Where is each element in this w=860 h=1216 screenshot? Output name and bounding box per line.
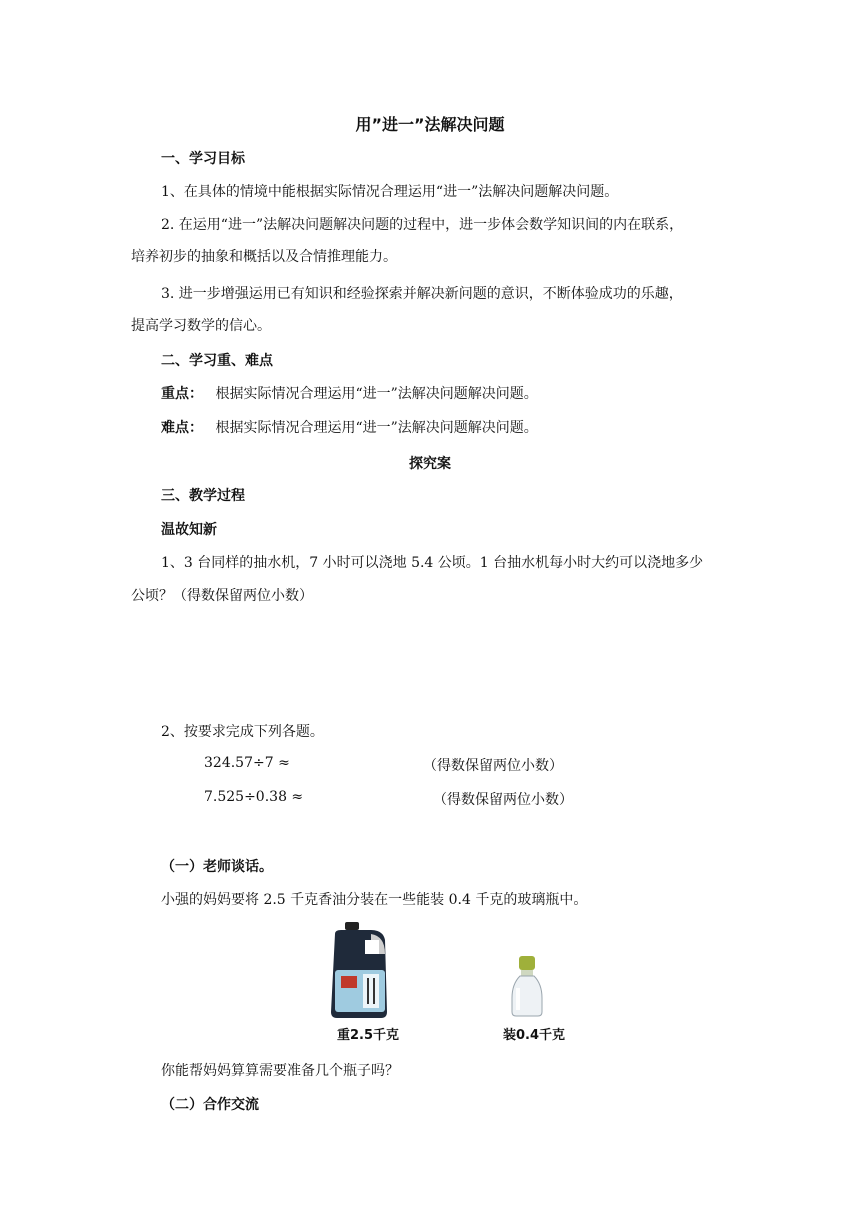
goal-3-line-2: 提高学习数学的信心。 — [131, 318, 271, 334]
oil-jug-image — [327, 920, 391, 1020]
goal-2-line-1: 2. 在运用“进一”法解决问题解决问题的过程中，进一步体会数学知识间的内在联系， — [161, 217, 684, 233]
part-1-heading: （一）老师谈话。 — [161, 859, 273, 875]
goal-3-line-1: 3. 进一步增强运用已有知识和经验探索并解决新问题的意识，不断体验成功的乐趣， — [161, 286, 683, 302]
oil-jug-caption: 重2.5千克 — [337, 1028, 400, 1043]
part-2-heading: （二）合作交流 — [161, 1097, 259, 1113]
question-2: 2、按要求完成下列各题。 — [161, 724, 324, 740]
exercise-1: 324.57÷7 ≈ — [204, 755, 290, 771]
explore-heading: 探究案 — [409, 456, 451, 472]
question-1-line-2: 公顷？（得数保留两位小数） — [131, 588, 313, 604]
section-heading-goals: 一、学习目标 — [161, 151, 245, 167]
key-point-text: 根据实际情况合理运用“进一”法解决问题解决问题。 — [215, 386, 538, 402]
part-1-question: 你能帮妈妈算算需要准备几个瓶子吗？ — [161, 1063, 399, 1079]
review-heading: 温故知新 — [161, 522, 217, 538]
exercise-1-note: （得数保留两位小数） — [423, 758, 563, 774]
difficulty-label: 难点： — [161, 420, 203, 436]
exercise-2-note: （得数保留两位小数） — [433, 792, 573, 808]
difficulty-text: 根据实际情况合理运用“进一”法解决问题解决问题。 — [215, 420, 538, 436]
section-heading-process: 三、教学过程 — [161, 488, 245, 504]
key-point-label: 重点： — [161, 386, 203, 402]
glass-bottle-image — [510, 954, 544, 1018]
page-title: 用”进一”法解决问题 — [355, 115, 505, 134]
goal-1: 1、在具体的情境中能根据实际情况合理运用“进一”法解决问题解决问题。 — [161, 184, 619, 200]
goal-2-line-2: 培养初步的抽象和概括以及合情推理能力。 — [131, 249, 397, 265]
key-point-row — [161, 383, 538, 403]
glass-bottle-caption: 装0.4千克 — [503, 1028, 566, 1043]
section-heading-key-points: 二、学习重、难点 — [161, 353, 273, 369]
exercise-2: 7.525÷0.38 ≈ — [204, 789, 304, 805]
difficulty-row — [161, 417, 538, 437]
part-1-text: 小强的妈妈要将 2.5 千克香油分装在一些能装 0.4 千克的玻璃瓶中。 — [161, 892, 588, 908]
question-1-line-1: 1、3 台同样的抽水机，7 小时可以浇地 5.4 公顷。1 台抽水机每小时大约可以浇地多少 — [161, 555, 704, 571]
